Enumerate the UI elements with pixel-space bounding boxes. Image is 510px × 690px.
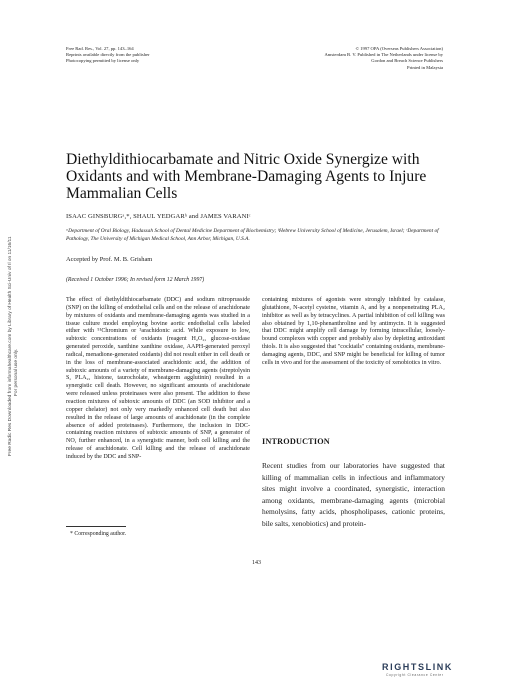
accepted-by: Accepted by Prof. M. B. Grisham	[66, 256, 153, 263]
printed-line: Printed in Malaysia	[407, 64, 443, 70]
rightslink-logo-subtitle: Copyright Clearance Center	[386, 673, 444, 677]
download-watermark-line1: Free Radic Res Downloaded from informahealthcare.com by Library of Health Sci-Univ of Il on 11/16/11	[8, 236, 13, 456]
photocopy-note: Photocopying permitted by license only	[66, 58, 140, 64]
paper-title: Diethyldithiocarbamate and Nitric Oxide Synergize with Oxidants and with Membrane-Damaging Agents to Injure Mammalian Cells	[66, 151, 427, 202]
license-line: Amsterdam B. V. Published in The Netherlands under license by	[324, 52, 443, 58]
received-dates: (Received 1 October 1996; In revised form 12 March 1997)	[66, 277, 205, 283]
page-number: 143	[252, 560, 261, 566]
author-list: ISAAC GINSBURGᵃ,*, SHAUL YEDGARᵇ and JAMES VARANIᶜ	[66, 213, 251, 220]
abstract-text-right: containing mixtures of agonists were strongly inhibited by catalase, glutathione, N-acetyl cysteine, vitamin A, and by a nonpenetrating PLA₂ inhibitor as well as by tetracyclines. A partial inhibition of cell killing was also obtained by 1,10-phenanthroline and by antimycin. It is suggested that DDC might amplify cell damage by forming intracellular, loosely-bound complexes with copper and probably also by depleting antioxidant thiols. It is also suggested that "cocktails" containing oxidants, membrane-damaging agents, DDC, and SNP might be beneficial for killing of tumor cells in vivo and for the assessment of the toxicity of xenobiotics in vitro.	[262, 297, 445, 366]
journal-header-right	[270, 46, 443, 71]
abstract-column-left	[66, 297, 250, 462]
footnote: * Corresponding author.	[70, 531, 127, 537]
journal-citation: Free Rad. Res., Vol. 27, pp. 143–164	[66, 46, 134, 51]
section-heading-introduction: INTRODUCTION	[262, 437, 330, 446]
introduction-text: Recent studies from our laboratories have suggested that killing of mammalian cells in infectious and inflammatory sites might involve a coordinated, synergistic, interaction among oxidants, membrane-damaging agents (microbial hemolysins, fatty acids, phospholipases, cationic proteins, bile salts, xenobiotics) and protein-	[262, 461, 445, 528]
download-watermark	[8, 186, 20, 456]
download-watermark-line2: For personal use only.	[14, 348, 20, 396]
affiliations: ᵃDepartment of Oral Biology, Hadassah School of Dental Medicine Department of Biochemistry; ᵇHebrew University School of Medicine, Jerusalem, Israel; ᶜDepartment of Pathology, The University of Michigan Medical School, Ann Arbor, Michigan, U.S.A.	[66, 228, 439, 242]
copyright-line: © 1997 OPA (Overseas Publishers Association)	[355, 46, 443, 51]
publisher-line: Gordon and Breach Science Publishers	[371, 58, 443, 64]
abstract-column-right	[262, 297, 445, 368]
footnote-divider	[66, 526, 126, 527]
journal-header-left	[66, 46, 266, 65]
rightslink-logo: RIGHTSLINK	[382, 662, 453, 672]
reprint-note: Reprints available directly from the publisher	[66, 52, 150, 58]
abstract-text-left: The effect of diethyldithiocarbamate (DDC) and sodium nitroprusside (SNP) on the killing of endothelial cells and on the release of arachidonate by mixtures of oxidants and membrane-damaging agents was studied in a tissue culture model employing bovine aortic endothelial cells labeled either with ⁵¹Chromium or ³arachidonic acid. While exposure to low, subtoxic concentrations of oxidants (reagent H₂O₂, glucose-oxidase generated peroxide, xanthine xanthine oxidase, AAPH-generated peroxyl radical, menadione-generated oxidants) did not result either in cell death or in the loss of membrane-associated arachidonic acid, the addition of subtoxic amounts of a variety of membrane-damaging agents (streptolysin S, PLA₂, histone, taurocholate, wheatgerm agglutinin) resulted in a synergistic cell death. However, no significant amounts of arachidonate were released unless proteinases were also present. The addition to these reaction mixtures of subtoxic amounts of DDC (an SOD inhibitor and a copper chelator) not only very markedly enhanced cell death but also resulted in the release of large amounts of arachidonate (in the complete absence of added proteinases). Furthermore, the inclusion in DDC-containing reaction mixtures of subtoxic amounts of SNP, a generator of NO, further enhanced, in a synergistic manner, both cell killing and the release of arachidonate. Cell killing and the release of arachidonate induced by the DDC and SNP-	[66, 297, 250, 460]
